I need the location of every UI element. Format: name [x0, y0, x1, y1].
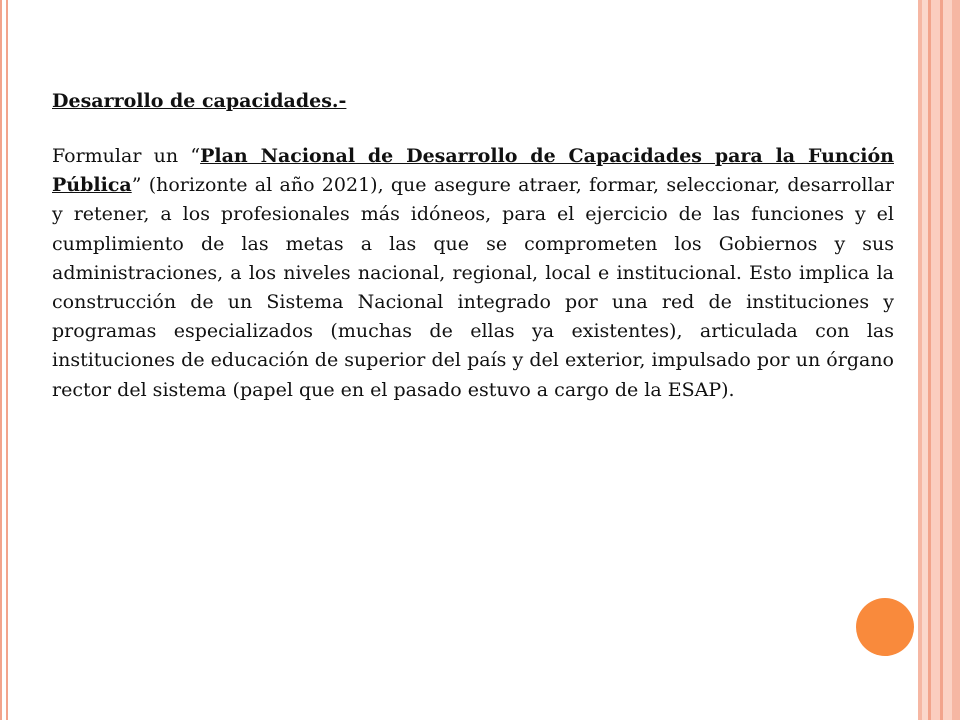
plan-title: Plan Nacional de Desarrollo de Capacidades para la Función Pública — [52, 145, 894, 197]
right-stripe — [952, 0, 960, 720]
decorative-circle — [856, 598, 914, 656]
left-border-line — [0, 0, 2, 720]
slide-heading: Desarrollo de capacidades.- — [52, 90, 347, 112]
left-border-line-inner — [6, 0, 8, 720]
right-stripe — [931, 0, 940, 720]
slide-paragraph — [52, 142, 894, 405]
paragraph-intro: Formular un “ — [52, 145, 201, 167]
right-stripe — [943, 0, 952, 720]
slide-content — [52, 88, 894, 405]
paragraph-body: ” (horizonte al año 2021), que asegure atraer, formar, seleccionar, desarrollar y retener, a los profesionales más idóneos, para el ejercicio de las funciones y el cumplimiento de las metas a las que se comprometen los Gobiernos y sus administraciones, a los niveles nacional, regional, local e institucional. Esto implica la construcción de un Sistema Nacional integrado por una red de instituciones y programas especializados (muchas de ellas ya existentes), articulada con las instituciones de educación de superior del país y del exterior, impulsado por un órgano rector del sistema (papel que en el pasado estuvo a cargo de la ESAP). — [52, 174, 894, 401]
